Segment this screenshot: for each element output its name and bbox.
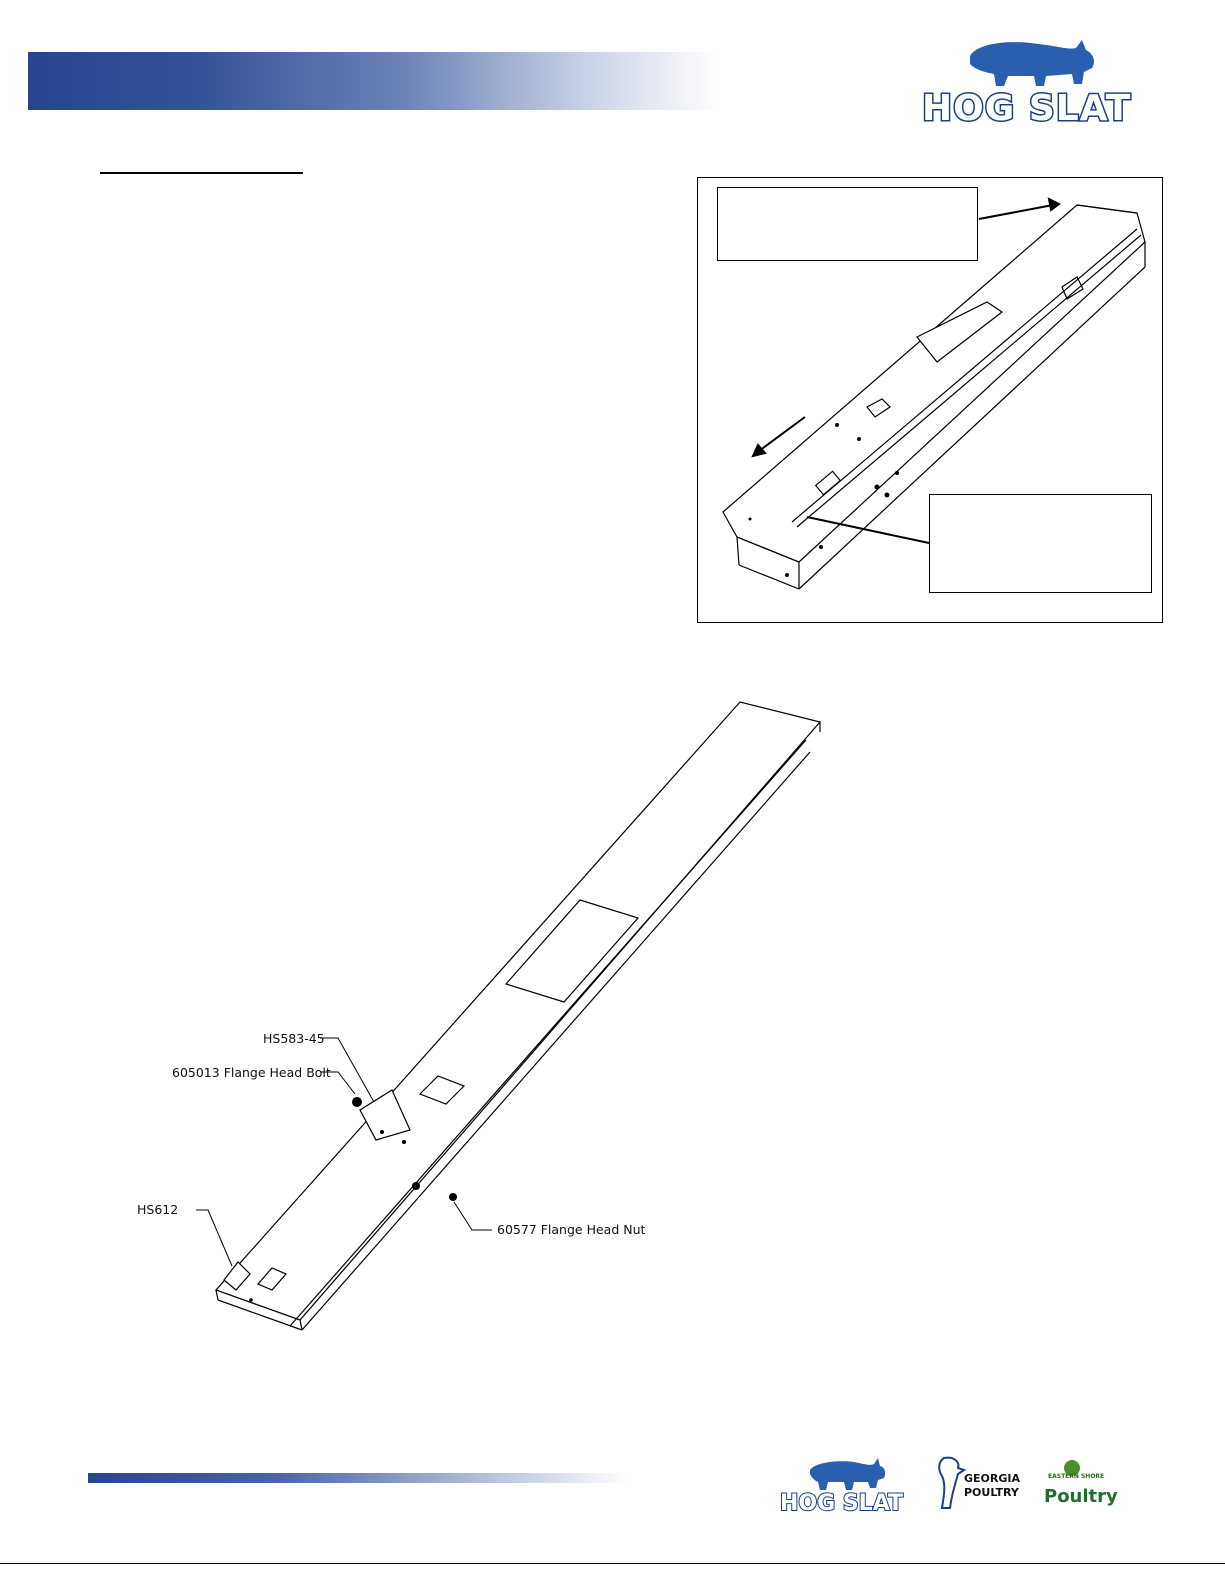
- exploded-assembly-drawing: [120, 690, 840, 1350]
- pig-icon: [810, 1458, 885, 1490]
- svg-text:POULTRY: POULTRY: [964, 1486, 1019, 1499]
- svg-text:EASTERN SHORE: EASTERN SHORE: [1048, 1473, 1105, 1480]
- label-hs612: HS612: [137, 1202, 179, 1217]
- footer-logo-strip: [776, 1452, 1118, 1522]
- callout-box-top: [717, 187, 978, 261]
- bird-icon: [939, 1458, 964, 1508]
- pig-icon: [970, 40, 1094, 86]
- svg-text:HOG SLAT: HOG SLAT: [780, 1491, 904, 1516]
- callout-box-bottom: [929, 494, 1152, 593]
- page-bottom-rule: [0, 1563, 1225, 1564]
- footer-band: [88, 1473, 628, 1483]
- header-band: [28, 52, 718, 110]
- section-heading-underline: [100, 172, 303, 174]
- hog-slat-logo: [918, 36, 1138, 129]
- eastern-shore-poultry-logo: [1044, 1460, 1118, 1507]
- footer-hog-slat-logo: [780, 1458, 903, 1516]
- label-flange-head-bolt: 605013 Flange Head Bolt: [172, 1065, 331, 1080]
- brand-wordmark: HOG SLAT: [922, 88, 1132, 129]
- georgia-poultry-logo: [939, 1458, 1020, 1508]
- svg-text:GEORGIA: GEORGIA: [964, 1472, 1020, 1485]
- label-flange-head-nut: 60577 Flange Head Nut: [497, 1222, 646, 1237]
- label-hs583-45: HS583-45: [263, 1031, 325, 1046]
- svg-text:Poultry: Poultry: [1044, 1486, 1118, 1507]
